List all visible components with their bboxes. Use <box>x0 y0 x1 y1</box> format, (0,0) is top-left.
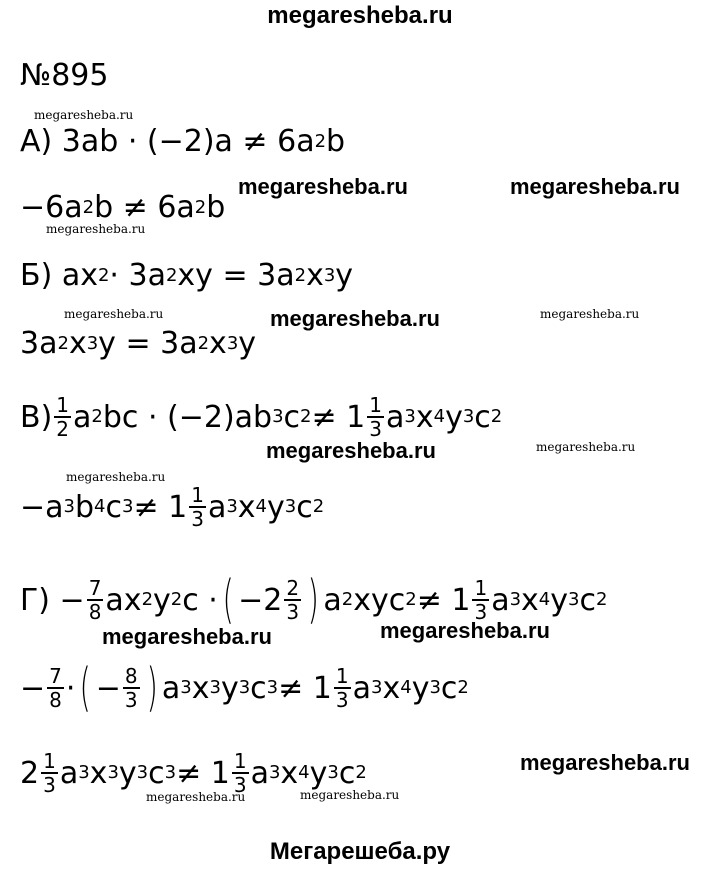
math-token: 1 <box>56 393 70 417</box>
equation-g3: 2 $\frac{1}{3}$ a 3 x 3 y 3 c 3 ≠ 1 $\frac{1}{3}$ a 3 x 4 y 3 c 2 <box>20 749 367 797</box>
math-token: y <box>153 582 171 618</box>
fraction <box>87 577 104 623</box>
math-token: c <box>579 582 596 618</box>
equation-v1: В) $\frac{1}{2}$ a 2 bc · (−2)ab 3 c 2 ≠ 1 $\frac{1}{3}$ a 3 x 4 y 3 c 2 <box>20 393 503 441</box>
math-token: b ≠ 6a <box>94 190 195 225</box>
math-token: x <box>89 755 108 791</box>
watermark: megaresheba.ru <box>540 307 640 321</box>
math-token: 7 <box>49 664 62 688</box>
math-token: y <box>411 670 430 706</box>
math-token: 1 <box>43 749 56 773</box>
watermark: megaresheba.ru <box>510 174 680 199</box>
math-token: ≠ 1 <box>416 582 471 618</box>
watermark: megaresheba.ru <box>64 307 164 321</box>
math-token: 3 <box>124 688 138 712</box>
fraction <box>41 750 58 796</box>
equation-a2: −6a 2 b ≠ 6a 2 b <box>20 190 226 225</box>
watermark: megaresheba.ru <box>380 618 550 643</box>
math-token: ≠ 1 <box>176 755 230 791</box>
fraction <box>232 750 249 796</box>
math-token: c <box>250 670 267 706</box>
watermark: megaresheba.ru <box>34 108 134 122</box>
watermark: megaresheba.ru <box>536 440 636 454</box>
fraction <box>472 577 489 623</box>
fraction <box>123 665 140 711</box>
fraction <box>47 665 64 711</box>
parenthesis: ( <box>222 570 234 630</box>
math-token: −a <box>20 489 64 525</box>
math-token: 1 <box>233 749 247 773</box>
math-token: ≠ 1 <box>311 399 366 435</box>
footer-title: Мегарешеба.ру <box>269 838 451 865</box>
math-token: ≠ 1 <box>278 670 332 706</box>
math-token: c <box>296 489 313 525</box>
math-token: · 3a <box>109 258 166 293</box>
math-token: y <box>220 670 239 706</box>
math-token: xyc <box>353 582 406 618</box>
math-token: 3 <box>191 507 204 531</box>
math-token: a <box>323 582 342 618</box>
math-token: a <box>352 670 372 706</box>
math-token: 1 <box>191 483 204 507</box>
fraction <box>334 665 351 711</box>
math-token: y <box>445 399 463 435</box>
math-token: В) <box>20 399 53 435</box>
equation-b1: Б) ax 2 · 3a 2 xy = 3a 2 x 3 y <box>20 258 354 293</box>
math-token: x <box>191 670 210 706</box>
math-token: a <box>161 670 181 706</box>
math-token: 8 <box>49 688 62 712</box>
watermark: megaresheba.ru <box>66 470 166 484</box>
equation-g2: − $\frac{7}{8}$ · ( − $\frac{8}{3}$ ) a 3 x 3 y 3 c 3 ≠ 1 $\frac{1}{3}$ a 3 x 4 y 3 c 2 <box>20 658 469 718</box>
math-token: a <box>386 399 405 435</box>
fraction <box>54 394 71 440</box>
math-token: y <box>238 326 257 361</box>
math-token: 8 <box>88 600 102 624</box>
math-token: 1 <box>474 576 488 600</box>
math-token: x <box>68 326 87 361</box>
math-token: a <box>207 489 227 525</box>
math-token: xy = 3a <box>177 258 295 293</box>
math-token: c <box>440 670 458 706</box>
math-token: c · <box>182 582 218 618</box>
math-token: 7 <box>88 576 102 600</box>
watermark: megaresheba.ru <box>146 790 246 804</box>
math-token: x <box>415 399 434 435</box>
math-token: c <box>283 399 301 435</box>
math-token: −2 <box>238 582 283 618</box>
math-token: c <box>474 399 491 435</box>
watermark: megaresheba.ru <box>238 174 408 199</box>
math-token: − <box>95 670 121 706</box>
fraction <box>189 484 206 530</box>
math-token: 3 <box>335 688 349 712</box>
math-token: 2 <box>56 417 70 441</box>
equation-v2: −a 3 b 4 c 3 ≠ 1 $\frac{1}{3}$ a 3 x 4 y 3 c 2 <box>20 483 325 531</box>
watermark: megaresheba.ru <box>266 438 436 463</box>
math-token: 1 <box>369 393 382 417</box>
watermark: megaresheba.ru <box>46 222 146 236</box>
equation-g1: Г) − $\frac{7}{8}$ ax 2 y 2 c · ( −2 $\frac{2}{3}$ ) a 2 xyc 2 ≠ 1 $\frac{1}{3}$ a 3 x 4 y 3 c 2 <box>20 570 608 630</box>
watermark: megaresheba.ru <box>102 624 272 649</box>
math-token: x <box>521 582 539 618</box>
math-token: 3 <box>286 600 300 624</box>
math-token: c <box>105 489 122 525</box>
math-token: Г) − <box>20 582 85 618</box>
math-token: y <box>550 582 569 618</box>
math-token: 8 <box>124 664 138 688</box>
math-token: x <box>209 326 227 361</box>
parenthesis: ) <box>146 658 158 718</box>
math-token: a <box>59 755 79 791</box>
math-token: b <box>74 489 95 525</box>
math-token: b <box>326 124 346 159</box>
math-token: x <box>280 755 299 791</box>
math-token: a <box>250 755 269 791</box>
math-token: a <box>491 582 510 618</box>
parenthesis: ( <box>79 658 92 718</box>
math-token: a <box>73 399 92 435</box>
parenthesis: ) <box>307 570 319 630</box>
math-token: А) 3ab · (−2)a ≠ 6a <box>20 124 315 159</box>
math-token: 2 <box>286 576 300 600</box>
math-token: c <box>148 755 165 791</box>
math-token: bc · (−2)ab <box>102 399 273 435</box>
math-token: 2 <box>20 755 40 791</box>
fraction <box>284 577 301 623</box>
math-token: y <box>267 489 285 525</box>
math-token: 3a <box>20 326 58 361</box>
math-token: c <box>338 755 356 791</box>
watermark: megaresheba.ru <box>270 306 440 331</box>
math-token: ≠ 1 <box>133 489 188 525</box>
math-token: y = 3a <box>98 326 198 361</box>
math-token: − <box>20 670 46 706</box>
watermark: megaresheba.ru <box>300 788 400 802</box>
math-token: 3 <box>369 417 382 441</box>
problem-number: №895 <box>20 58 109 93</box>
watermark: megaresheba.ru <box>520 750 690 775</box>
math-token: b <box>206 190 226 225</box>
math-token: 1 <box>335 664 349 688</box>
header-watermark: megaresheba.ru <box>267 2 453 29</box>
equation-a1: А) 3ab · (−2)a ≠ 6a 2 b <box>20 124 346 159</box>
math-token: y <box>118 755 137 791</box>
math-token: x <box>382 670 401 706</box>
math-token: · <box>65 670 76 706</box>
math-token: y <box>309 755 328 791</box>
math-token: 3 <box>474 600 488 624</box>
math-token: x <box>306 258 324 293</box>
math-token: y <box>335 258 354 293</box>
equation-b2: 3a 2 x 3 y = 3a 2 x 3 y <box>20 326 257 361</box>
math-token: Б) ax <box>20 258 98 293</box>
fraction <box>367 394 384 440</box>
math-token: 3 <box>43 773 56 797</box>
math-token: −6a <box>20 190 83 225</box>
math-token: 3 <box>233 773 247 797</box>
math-token: ax <box>105 582 142 618</box>
math-token: x <box>237 489 256 525</box>
